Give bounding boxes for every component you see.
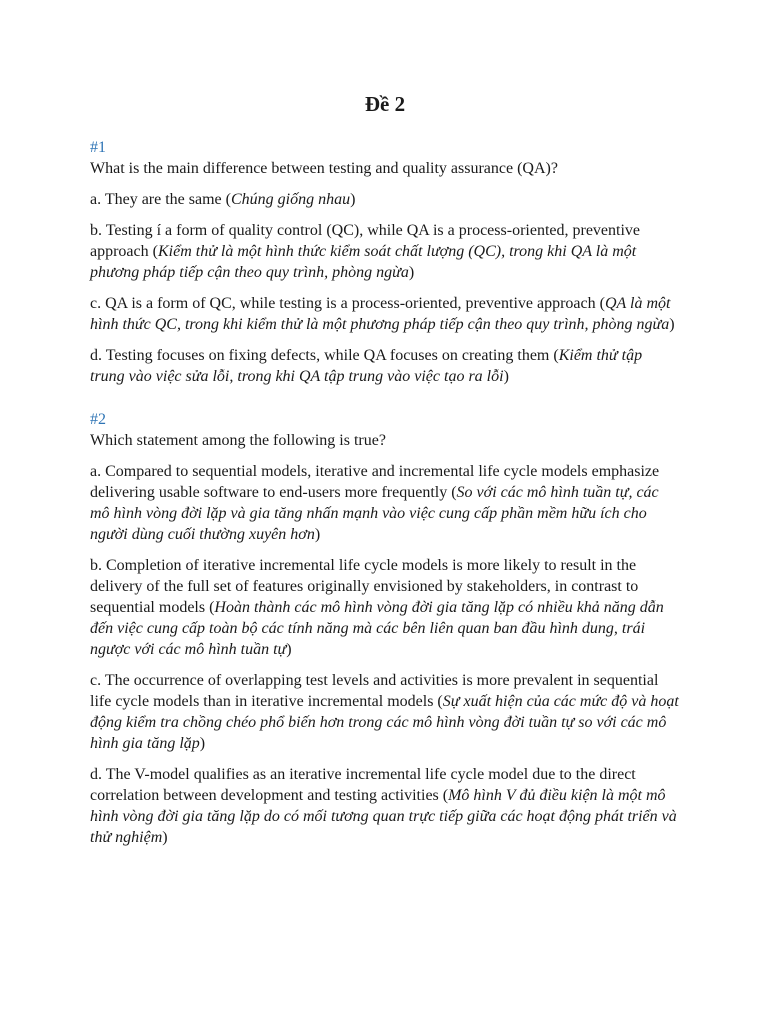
option-text: b. Completion of iterative incremental life cycle models is more likely to result in the delivery of the full set of features originally envisioned by stakeholders, in contrast to sequential models ( xyxy=(90,557,639,617)
option-translation: Kiểm thử tập trung vào việc sửa lỗi, trong khi QA tập trung vào việc tạo ra lỗi xyxy=(90,347,643,386)
option-closing: ) xyxy=(669,316,675,334)
question-number: #1 xyxy=(90,139,106,157)
option-text: a. They are the same ( xyxy=(90,191,231,209)
option-translation: Kiểm thử là một hình thức kiểm soát chất lượng (QC), trong khi QA là một phương pháp tiếp cận theo quy trình, phòng ngừa xyxy=(90,243,637,282)
option-text: a. Compared to sequential models, iterative and incremental life cycle models emphasize delivering usable software to end-users more frequently ( xyxy=(90,463,660,502)
page-title: Đề 2 xyxy=(364,92,406,116)
option-text: d. The V-model qualifies as an iterative incremental life cycle model due to the direct correlation between development and testing activities ( xyxy=(90,766,636,805)
option-closing: ) xyxy=(408,264,415,282)
option-translation: Hoàn thành các mô hình vòng đời gia tăng lặp có nhiều khả năng dẫn đến việc cung cấp toàn bộ các tính năng mà các bên liên quan ban đầu hình dung, trái ngược với các mô hình tuần tự xyxy=(90,599,664,659)
option-closing: ) xyxy=(162,829,168,847)
question-number: #2 xyxy=(90,411,106,429)
question-1 xyxy=(90,137,680,387)
option-translation: Chúng giống nhau xyxy=(230,191,351,209)
answer-option-c xyxy=(90,670,680,754)
option-translation: QA là một hình thức QC, trong khi kiểm thử là một phương pháp tiếp cận theo quy trình, phòng ngừa xyxy=(90,295,671,334)
answer-option-b xyxy=(90,555,680,660)
question-text: Which statement among the following is true? xyxy=(90,432,386,450)
option-closing: ) xyxy=(503,368,509,386)
option-closing: ) xyxy=(350,191,356,209)
option-translation: So với các mô hình tuần tự, các mô hình vòng đời lặp và gia tăng nhấn mạnh vào việc cung cấp phần mềm hữu ích cho người dùng cuối thường xuyên hơn xyxy=(90,484,659,544)
answer-option-d xyxy=(90,345,680,387)
answer-option-a xyxy=(90,461,680,545)
answer-option-c xyxy=(90,293,680,335)
option-closing: ) xyxy=(286,641,292,659)
answer-option-a xyxy=(90,189,680,210)
question-text: What is the main difference between testing and quality assurance (QA)? xyxy=(90,160,558,178)
option-text: c. The occurrence of overlapping test levels and activities is more prevalent in sequential life cycle models than in iterative incremental models ( xyxy=(90,672,659,711)
option-closing: ) xyxy=(314,526,321,544)
option-text: d. Testing focuses on fixing defects, while QA focuses on creating them ( xyxy=(90,347,559,365)
option-translation: Mô hình V đủ điều kiện là một mô hình vòng đời gia tăng lặp do có mối tương quan trực tiếp giữa các hoạt động phát triển và thử nghiệm xyxy=(90,787,677,847)
option-closing: ) xyxy=(199,735,206,753)
document-page xyxy=(90,92,680,870)
answer-option-d xyxy=(90,764,680,848)
question-2 xyxy=(90,409,680,848)
option-translation: Sự xuất hiện của các mức độ và hoạt động kiểm tra chồng chéo phổ biến hơn trong các mô hình vòng đời tuần tự so với các mô hình gia tăng lặp xyxy=(90,693,679,753)
option-text: b. Testing í a form of quality control (QC), while QA is a process-oriented, preventive approach ( xyxy=(90,222,641,261)
answer-option-b xyxy=(90,220,680,283)
option-text: c. QA is a form of QC, while testing is a process-oriented, preventive approach ( xyxy=(90,295,605,313)
